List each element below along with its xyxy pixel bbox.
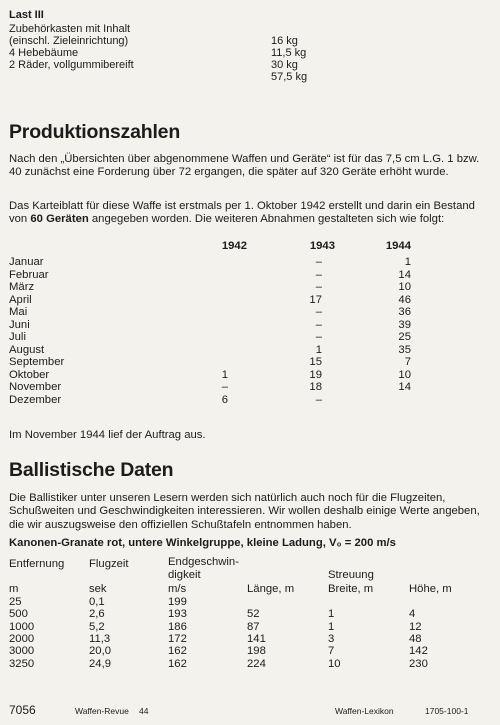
ballistics-cell: 162 — [168, 645, 187, 658]
production-cell: 1 — [315, 343, 322, 356]
ballistics-cell: 230 — [409, 657, 428, 670]
ballistics-cell: 11,3 — [89, 632, 111, 645]
year-header: 1943 — [309, 240, 335, 252]
production-cell: – — [315, 318, 322, 331]
ballistics-cell: 3250 — [9, 657, 35, 670]
production-cell: 46 — [398, 293, 411, 306]
ballistics-cell: 224 — [247, 657, 266, 670]
production-cell: – — [315, 331, 322, 343]
production-cell: – — [315, 268, 322, 281]
production-cell: 6 — [221, 393, 228, 406]
load-item-value: 57,5 kg — [271, 71, 308, 83]
load-title: Last III — [9, 9, 44, 21]
magazine-name: Waffen-Revue — [75, 706, 129, 716]
month-label: August — [9, 343, 45, 356]
production-cell: 19 — [309, 368, 322, 381]
production-cell: 1 — [404, 256, 411, 268]
production-cell: 15 — [309, 356, 322, 368]
ballistics-cell: 1000 — [9, 620, 35, 633]
ballistics-cell: 198 — [247, 645, 266, 658]
load-item-label: 2 Räder, vollgummibereift — [9, 59, 134, 71]
header-flugzeit: Flugzeit — [89, 558, 129, 570]
ballistics-cell: 5,2 — [89, 620, 105, 633]
ballistics-cell: 20,0 — [89, 645, 111, 658]
unit-m: m — [9, 583, 19, 595]
month-label: April — [9, 293, 32, 306]
ballistics-cell: 141 — [247, 632, 266, 645]
production-cell: 14 — [398, 268, 411, 281]
production-cell: 10 — [398, 368, 411, 381]
month-label: Mai — [9, 306, 28, 318]
ballistics-cell: 10 — [328, 657, 341, 670]
ballistics-cell: 4 — [409, 608, 416, 621]
page-number: 7056 — [9, 703, 36, 717]
production-cell: 18 — [309, 381, 322, 393]
ballistics-cell: 48 — [409, 632, 422, 645]
unit-sek: sek — [89, 583, 107, 595]
production-cell: – — [315, 281, 322, 293]
unit-ms: m/s — [168, 583, 187, 595]
header-endgeschwindigkeit-1: Endgeschwin- — [168, 556, 239, 568]
production-cell: 35 — [398, 343, 411, 356]
para2-end: angegeben worden. Die weiteren Abnahmen gestalteten sich wie folgt: — [88, 213, 445, 226]
ballistics-cell: 500 — [9, 608, 28, 621]
month-label: September — [9, 356, 65, 368]
load-item-value: 11,5 kg — [271, 47, 307, 59]
production-cell: 39 — [398, 318, 411, 331]
ballistics-cell: 2,6 — [89, 608, 105, 621]
ballistics-cell: 199 — [168, 596, 187, 608]
production-cell: 7 — [404, 356, 411, 368]
ballistics-cell: 142 — [409, 645, 428, 658]
production-cell: – — [221, 381, 228, 393]
ballistics-cell: 1 — [328, 620, 335, 633]
month-label: Juli — [9, 331, 26, 343]
month-label: Juni — [9, 318, 30, 331]
header-hoehe: Höhe, m — [409, 583, 452, 595]
header-breite: Breite, m — [328, 583, 374, 595]
month-label: November — [9, 381, 62, 393]
lexikon-name: Waffen-Lexikon — [335, 706, 394, 716]
para2-bold: 60 Geräten — [30, 213, 89, 226]
production-cell: 10 — [398, 281, 411, 293]
production-cell: 36 — [398, 306, 411, 318]
production-closing: Im November 1944 lief der Auftrag aus. — [9, 429, 206, 441]
ballistics-cell: 3 — [328, 632, 335, 645]
header-endgeschwindigkeit-2: digkeit — [168, 569, 201, 581]
year-header: 1942 — [221, 240, 247, 252]
issue-number: 44 — [139, 706, 149, 716]
production-cell: 1 — [221, 368, 228, 381]
ballistics-heading: Ballistische Daten — [9, 459, 174, 481]
production-cell: – — [315, 306, 322, 318]
ballistics-cell: 52 — [247, 608, 260, 621]
header-laenge: Länge, m — [247, 583, 295, 595]
month-label: Dezember — [9, 393, 62, 406]
ballistics-cell: 1 — [328, 608, 335, 621]
ballistics-cell: 12 — [409, 620, 422, 633]
ballistics-cell: 0,1 — [89, 596, 105, 608]
ballistics-cell: 24,9 — [89, 657, 111, 670]
production-paragraph-1: Nach den „Übersichten über abgenommene Waffen und Geräte“ ist für das 7,5 cm L.G. 1 bzw. 40 zunächst eine Forderung über 72 ergangen, die später auf 320 Geräte erhöht wurde. — [9, 153, 480, 179]
production-heading: Produktionszahlen — [9, 121, 181, 143]
ballistics-cell: 186 — [168, 620, 187, 633]
ballistics-cell: 172 — [168, 632, 187, 645]
lexikon-code: 1705-100-1 — [425, 706, 469, 716]
production-cell: – — [315, 393, 322, 406]
para2-start: Das Karteiblatt für diese Waffe ist erstmals per 1. Oktober 1942 erstellt und darin ein Bestand von — [9, 200, 475, 226]
ballistics-cell: 193 — [168, 608, 187, 621]
year-header: 1944 — [385, 240, 411, 252]
production-cell: – — [315, 256, 322, 268]
ballistics-cell: 162 — [168, 657, 187, 670]
ballistics-cell: 2000 — [9, 632, 35, 645]
header-streuung: Streuung — [328, 569, 374, 581]
ballistics-cell: 25 — [9, 596, 22, 608]
load-item-label: Zubehörkasten mit Inhalt — [9, 23, 131, 35]
production-paragraph-2 — [9, 200, 489, 227]
ballistics-cell: 87 — [247, 620, 260, 633]
production-cell: 25 — [398, 331, 411, 343]
ballistics-cell: 7 — [328, 645, 335, 658]
ballistics-table-title: Kanonen-Granate rot, untere Winkelgruppe, kleine Ladung, V₀ = 200 m/s — [9, 537, 396, 549]
production-cell: 17 — [309, 293, 322, 306]
production-cell: 14 — [398, 381, 411, 393]
month-label: Oktober — [9, 368, 50, 381]
load-item-value: 30 kg — [271, 59, 298, 71]
ballistics-cell: 3000 — [9, 645, 35, 658]
month-label: Februar — [9, 268, 49, 281]
month-label: März — [9, 281, 35, 293]
header-entfernung: Entfernung — [9, 558, 65, 570]
load-item-label: (einschl. Zieleinrichtung) — [9, 35, 129, 47]
load-item-value: 16 kg — [271, 35, 298, 47]
month-label: Januar — [9, 256, 44, 268]
ballistics-paragraph: Die Ballistiker unter unseren Lesern werden sich natürlich auch noch für die Flugzeiten, Schußweiten und Geschwindigkeiten interessieren. Wir wollen deshalb einige Werte angeben, die wir auszugsweise den offiziellen Schußtafeln entnommen haben. — [9, 492, 480, 531]
load-item-label: 4 Hebebäume — [9, 47, 79, 59]
